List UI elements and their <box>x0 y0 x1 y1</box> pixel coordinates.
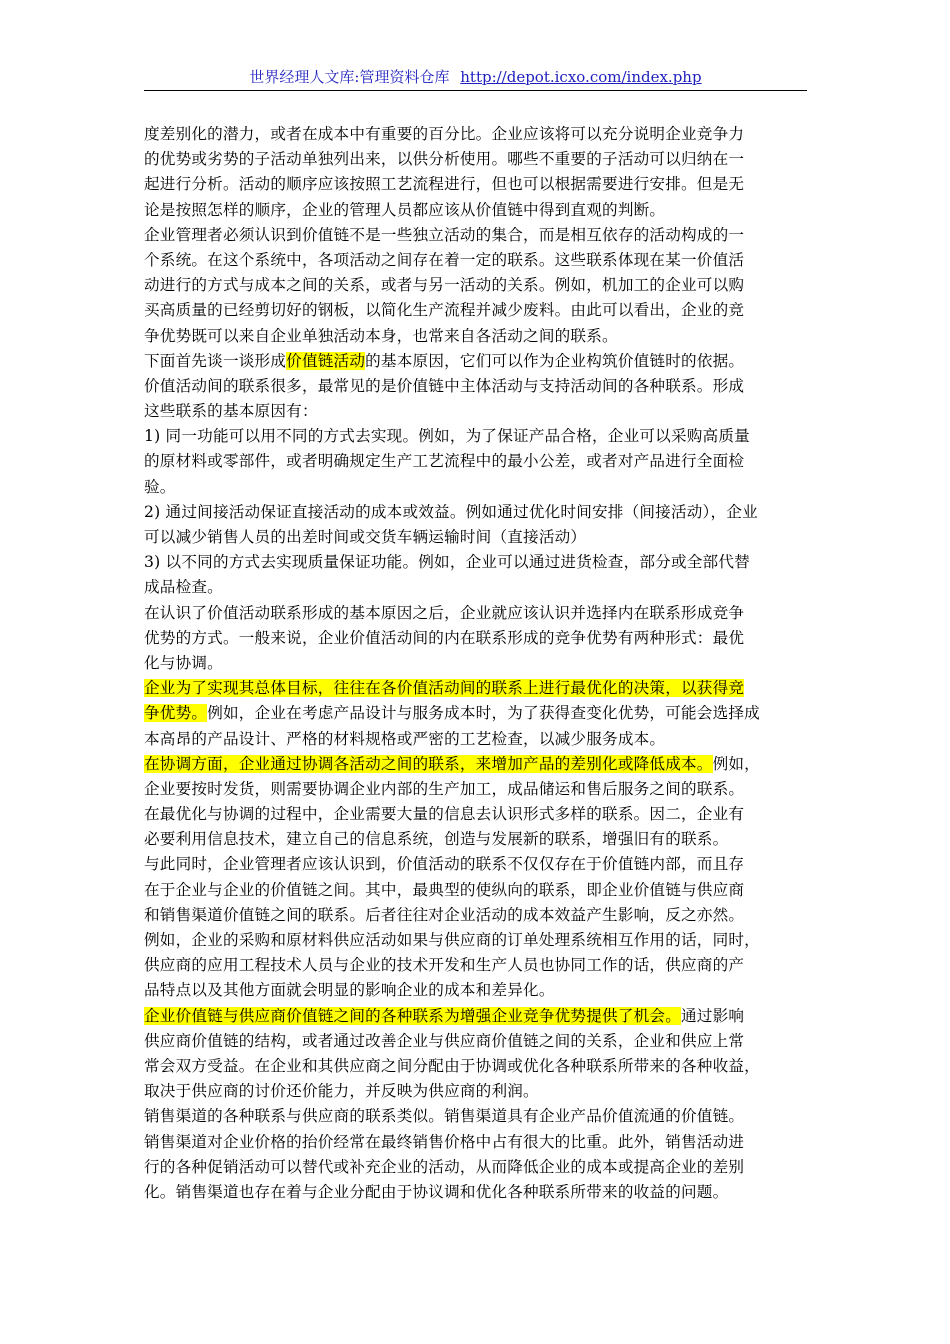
text-segment: 在认识了价值活动联系形成的基本原因之后，企业就应该认识并选择内在联系形成竞争 <box>144 603 745 622</box>
text-line <box>144 1029 809 1054</box>
text-line <box>144 978 809 1003</box>
text-line <box>144 248 809 273</box>
text-line <box>144 550 809 575</box>
text-line <box>144 449 809 474</box>
text-segment: 供应商价值链的结构，或者通过改善企业与供应商价值链之间的关系，企业和供应上常 <box>144 1031 745 1050</box>
text-segment: 的优势或劣势的子活动单独列出来，以供分析使用。哪些不重要的子活动可以归纳在一 <box>144 150 745 169</box>
text-segment: 3) 以不同的方式去实现质量保证功能。例如，企业可以通过进货检查，部分或全部代替 <box>144 553 750 572</box>
highlighted-text: 争优势。 <box>144 704 208 723</box>
text-segment: 例如， <box>712 754 760 773</box>
text-segment: 成品检查。 <box>144 578 223 597</box>
text-line <box>144 852 809 877</box>
text-segment: 通过影响 <box>681 1006 745 1025</box>
text-line <box>144 676 809 701</box>
text-segment: 在于企业与企业的价值链之间。其中，最典型的使纵向的联系，即企业价值链与供应商 <box>144 880 745 899</box>
text-segment: 供应商的应用工程技术人员与企业的技术开发和生产人员也协同工作的话，供应商的产 <box>144 956 745 975</box>
text-line <box>144 273 809 298</box>
text-segment: 化。销售渠道也存在着与企业分配由于协议调和优化各种联系所带来的收益的问题。 <box>144 1182 729 1201</box>
highlighted-text: 企业为了实现其总体目标，往往在各价值活动间的联系上进行最优化的决策，以获得竞 <box>144 679 745 698</box>
text-line <box>144 525 809 550</box>
text-segment: 价值活动间的联系很多，最常见的是价值链中主体活动与支持活动间的各种联系。形成 <box>144 376 745 395</box>
text-segment: 起进行分析。活动的顺序应该按照工艺流程进行，但也可以根据需要进行安排。但是无 <box>144 175 745 194</box>
text-segment: 销售渠道的各种联系与供应商的联系类似。销售渠道具有企业产品价值流通的价值链。 <box>144 1107 745 1126</box>
text-line <box>144 198 809 223</box>
text-line <box>144 651 809 676</box>
text-line <box>144 1130 809 1155</box>
text-line <box>144 298 809 323</box>
text-segment: 取决于供应商的讨价还价能力，并反映为供应商的利润。 <box>144 1082 539 1101</box>
text-segment: 的基本原因，它们可以作为企业构筑价值链时的依据。 <box>365 351 745 370</box>
text-line <box>144 147 809 172</box>
page-header <box>144 66 807 90</box>
text-line <box>144 878 809 903</box>
text-segment: 企业管理者必须认识到价值链不是一些独立活动的集合，而是相互依存的活动构成的一 <box>144 225 745 244</box>
text-line <box>144 172 809 197</box>
text-segment: 例如，企业的采购和原材料供应活动如果与供应商的订单处理系统相互作用的话，同时， <box>144 931 760 949</box>
text-line <box>144 575 809 600</box>
text-line <box>144 324 809 349</box>
text-line <box>144 727 809 752</box>
text-segment: 常会双方受益。在企业和其供应商之间分配由于协调或优化各种联系所带来的各种收益， <box>144 1056 760 1075</box>
text-line <box>144 424 809 449</box>
text-line <box>144 1180 809 1205</box>
text-line <box>144 752 809 777</box>
text-segment: 本高昂的产品设计、严格的材料规格或严密的工艺检查，以减少服务成本。 <box>144 729 666 748</box>
highlighted-text: 企业价值链与供应商价值链之间的各种联系为增强企业竞争优势提供了机会。 <box>144 1006 681 1025</box>
text-segment: 优势的方式。一般来说，企业价值活动间的内在联系形成的竞争优势有两种形式：最优 <box>144 628 745 647</box>
header-url-link[interactable]: http://depot.icxo.com/index.php <box>460 68 702 86</box>
text-segment: 验。 <box>144 477 176 496</box>
text-segment: 化与协调。 <box>144 653 223 672</box>
text-line <box>144 701 809 726</box>
text-segment: 买高质量的已经剪切好的钢板，以简化生产流程并减少废料。由此可以看出，企业的竞 <box>144 301 745 320</box>
document-body <box>144 122 809 1205</box>
text-line <box>144 827 809 852</box>
text-line <box>144 500 809 525</box>
text-segment: 行的各种促销活动可以替代或补充企业的活动，从而降低企业的成本或提高企业的差别 <box>144 1157 745 1176</box>
text-segment: 销售渠道对企业价格的抬价经常在最终销售价格中占有很大的比重。此外，销售活动进 <box>144 1132 745 1151</box>
text-segment: 度差别化的潜力，或者在成本中有重要的百分比。企业应该将可以充分说明企业竞争力 <box>144 125 745 143</box>
highlighted-text: 在协调方面，企业通过协调各活动之间的联系，来增加产品的差别化或降低成本。 <box>144 754 713 773</box>
text-segment: 2) 通过间接活动保证直接活动的成本或效益。例如通过优化时间安排（间接活动），企业 <box>144 502 758 521</box>
text-line <box>144 349 809 374</box>
text-segment: 企业要按时发货，则需要协调企业内部的生产加工，成品储运和售后服务之间的联系。 <box>144 779 745 798</box>
text-line <box>144 122 809 147</box>
text-segment: 可以减少销售人员的出差时间或交货车辆运输时间（直接活动） <box>144 528 587 546</box>
text-segment: 在最优化与协调的过程中，企业需要大量的信息去认识形式多样的联系。因二，企业有 <box>144 805 745 824</box>
text-line <box>144 1004 809 1029</box>
text-segment: 下面首先谈一谈形成 <box>144 351 287 370</box>
text-segment: 必要利用信息技术，建立自己的信息系统，创造与发展新的联系，增强旧有的联系。 <box>144 830 729 849</box>
text-line <box>144 777 809 802</box>
text-line <box>144 928 809 953</box>
header-title: 世界经理人文库:管理资料仓库 <box>249 68 450 86</box>
text-segment: 这些联系的基本原因有： <box>144 402 318 421</box>
text-line <box>144 1079 809 1104</box>
text-line <box>144 1155 809 1180</box>
text-line <box>144 601 809 626</box>
header-divider <box>144 90 807 91</box>
highlighted-text: 价值链活动 <box>286 351 366 370</box>
text-segment: 的原材料或零部件，或者明确规定生产工艺流程中的最小公差，或者对产品进行全面检 <box>144 452 745 471</box>
text-line <box>144 399 809 424</box>
text-segment: 论是按照怎样的顺序，企业的管理人员都应该从价值链中得到直观的判断。 <box>144 200 666 219</box>
text-segment: 品特点以及其他方面就会明显的影响企业的成本和差异化。 <box>144 981 555 1000</box>
text-segment: 和销售渠道价值链之间的联系。后者往往对企业活动的成本效益产生影响，反之亦然。 <box>144 905 745 924</box>
text-segment: 1) 同一功能可以用不同的方式去实现。例如，为了保证产品合格，企业可以采购高质量 <box>144 427 750 446</box>
text-line <box>144 953 809 978</box>
text-line <box>144 374 809 399</box>
text-segment: 与此同时，企业管理者应该认识到，价值活动的联系不仅仅存在于价值链内部，而且存 <box>144 855 745 874</box>
text-line <box>144 903 809 928</box>
text-line <box>144 223 809 248</box>
text-segment: 争优势既可以来自企业单独活动本身，也常来自各活动之间的联系。 <box>144 326 618 345</box>
text-line <box>144 475 809 500</box>
text-segment: 例如，企业在考虑产品设计与服务成本时，为了获得查变化优势，可能会选择成 <box>207 704 760 723</box>
text-segment: 个系统。在这个系统中，各项活动之间存在着一定的联系。这些联系体现在某一价值活 <box>144 250 745 269</box>
text-line <box>144 1054 809 1079</box>
text-line <box>144 1104 809 1129</box>
text-segment: 动进行的方式与成本之间的关系，或者与另一活动的关系。例如，机加工的企业可以购 <box>144 276 745 295</box>
text-line <box>144 626 809 651</box>
text-line <box>144 802 809 827</box>
